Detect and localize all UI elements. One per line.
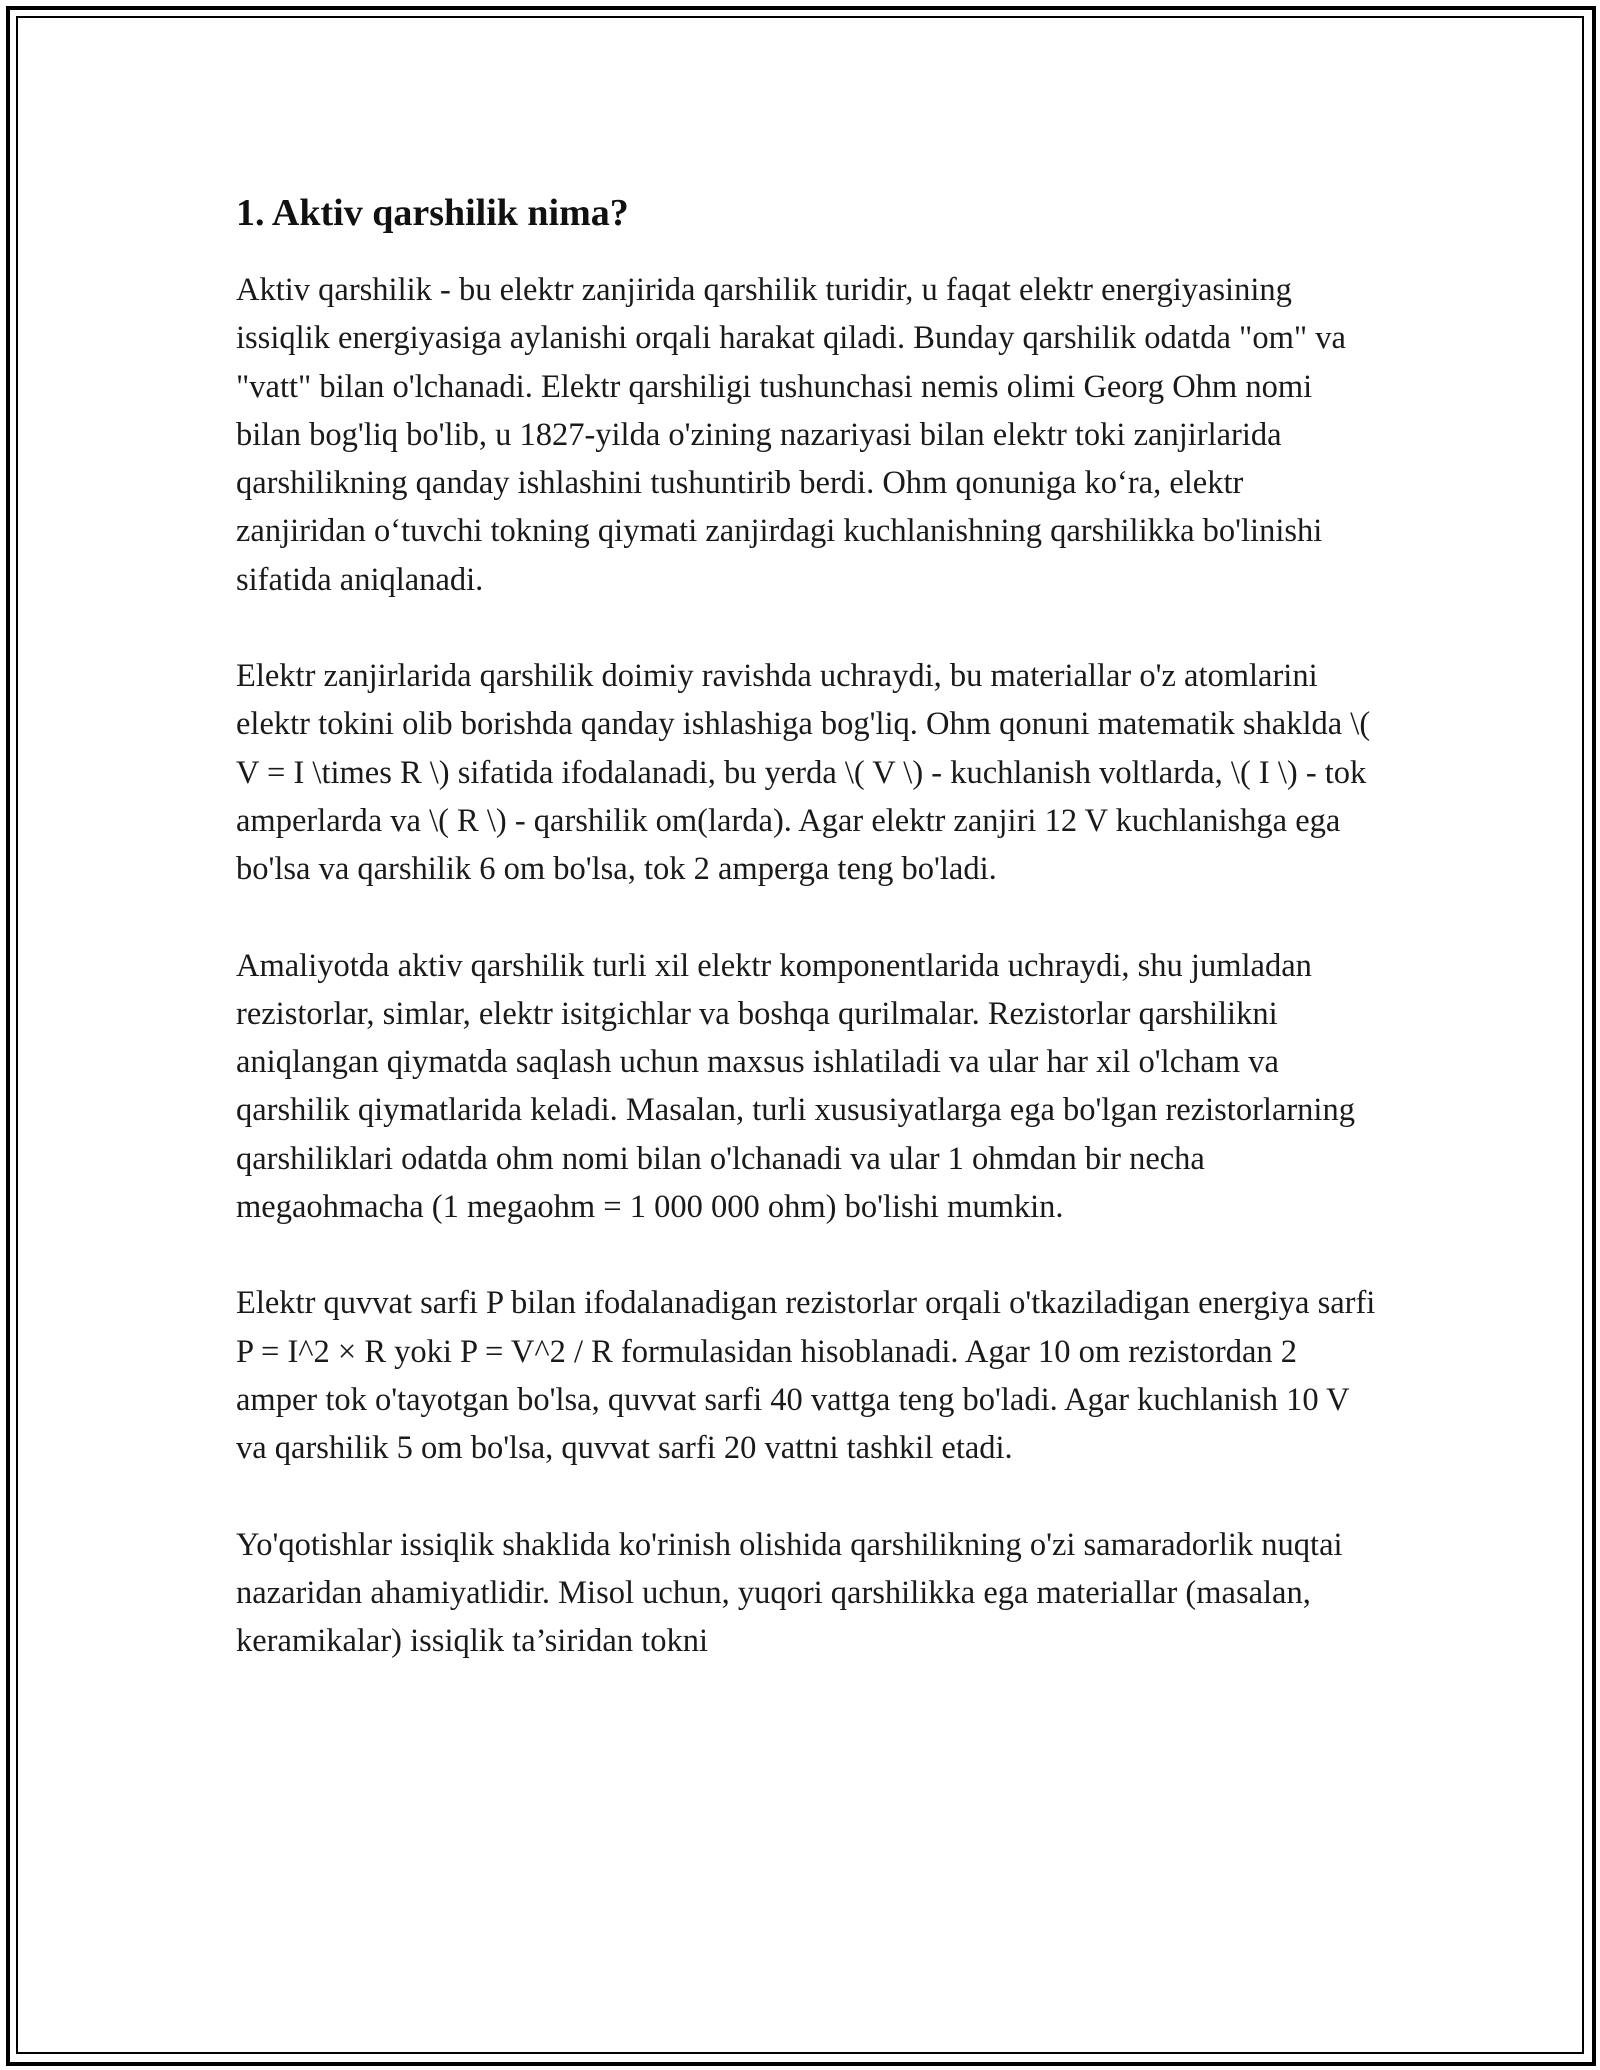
paragraph-resistors: Amaliyotda aktiv qarshilik turli xil elektr komponentlarida uchraydi, shu jumladan rezistorlar, simlar, elektr isitgichlar va boshqa qurilmalar. Rezistorlar qarshilikni aniqlangan qiymatda saqlash uchun maxsus ishlatiladi va ular har xil o'lcham va qarshilik qiymatlarida keladi. Masalan, turli xususiyatlarga ega bo'lgan rezistorlarning qarshiliklari odatda ohm nomi bilan o'lchanadi va ular 1 ohmdan bir necha megaohmacha (1 megaohm = 1 000 000 ohm) bo'lishi mumkin. — [236, 947, 1355, 1226]
document-content — [236, 186, 1376, 1713]
section-heading: 1. Aktiv qarshilik nima? — [236, 192, 629, 234]
paragraph-definition: Aktiv qarshilik - bu elektr zanjirida qarshilik turidir, u faqat elektr energiyasining issiqlik energiyasiga aylanishi orqali harakat qiladi. Bunday qarshilik odatda "om" va "vatt" bilan o'lchanadi. Elektr qarshiligi tushunchasi nemis olimi Georg Ohm nomi bilan bog'liq bo'lib, u 1827-yilda o'zining nazariyasi bilan elektr toki zanjirlarida qarshilikning qanday ishlashini tushuntirib berdi. Ohm qonuniga ko‘ra, elektr zanjiridan o‘tuvchi tokning qiymati zanjirdagi kuchlanishning qarshilikka bo'linishi sifatida aniqlanadi. — [236, 272, 1346, 598]
paragraph-power: Elektr quvvat sarfi P bilan ifodalanadigan rezistorlar orqali o'tkaziladigan energiya sarfi P = I^2 × R yoki P = V^2 / R formulasidan hisoblanadi. Agar 10 om rezistordan 2 amper tok o'tayotgan bo'lsa, quvvat sarfi 40 vattga teng bo'ladi. Agar kuchlanish 10 V va qarshilik 5 om bo'lsa, quvvat sarfi 20 vattni tashkil etadi. — [236, 1285, 1376, 1467]
paragraph-losses: Yo'qotishlar issiqlik shaklida ko'rinish olishida qarshilikning o'zi samaradorlik nuqtai nazaridan ahamiyatlidir. Misol uchun, yuqori qarshilikka ega materiallar (masalan, keramikalar) issiqlik ta’siridan tokni — [236, 1526, 1343, 1660]
paragraph-ohms-law: Elektr zanjirlarida qarshilik doimiy ravishda uchraydi, bu materiallar o'z atomlarini elektr tokini olib borishda qanday ishlashiga bog'liq. Ohm qonuni matematik shaklda \( V = I \times R \) sifatida ifodalanadi, bu yerda \( V \) - kuchlanish voltlarda, \( I \) - tok amperlarda va \( R \) - qarshilik om(larda). Agar elektr zanjiri 12 V kuchlanishga ega bo'lsa va qarshilik 6 om bo'lsa, tok 2 amperga teng bo'ladi. — [236, 658, 1371, 888]
